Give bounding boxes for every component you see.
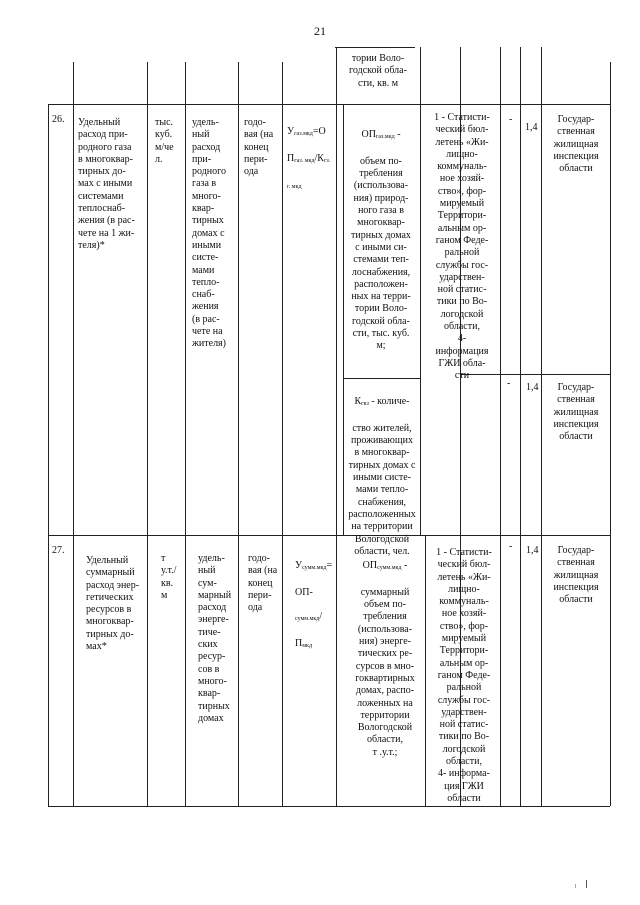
row-27-formula: Усумм.мкд= ОП- сумм.мкд/ Пмкд [295, 560, 333, 650]
row-26-value-1: 1,4 [525, 122, 538, 133]
col-border-4 [238, 62, 239, 806]
col-border-5 [282, 62, 283, 806]
col-border-8 [420, 47, 421, 535]
row-26-number: 26. [52, 114, 65, 125]
row-26-organization-2: Государ- ственная жилищная инспекция области [553, 382, 599, 443]
header-area-fragment: тории Воло- годской обла- сти, кв. м [349, 53, 407, 89]
scan-mark [575, 884, 576, 888]
row-26-top-border [48, 104, 610, 105]
row-27-period: годо- вая (на конец пери- ода [248, 553, 278, 614]
col-border-3 [185, 62, 186, 806]
col-border-2 [147, 62, 148, 806]
col-border-13 [610, 62, 611, 806]
row-26-indicator-name: Удельный расход при- родного газа в многоквар- тирных до- мах с иными системами теплоснаб- жения (в рас- чете на 1 жи- теля)* [78, 117, 135, 251]
row-27-number: 27. [52, 545, 65, 556]
row-27-value-1: 1,4 [526, 545, 539, 556]
row-26-definition-gas: ОПгаз.мкд - объем по- требления (использова- ния) природ- ного газа в многоквар- тирных домах с иными си- стемами теп- лоснабжения, расположен- ных на терри- тории Воло- годской обла- сти, тыс. куб. м; [351, 129, 411, 352]
col-border-11 [520, 47, 521, 806]
row-26-value-2: 1,4 [526, 382, 539, 393]
row-26-unit: тыс. куб. м/че л. [155, 117, 174, 165]
row-27-top-border [48, 535, 610, 536]
col-border-0 [48, 104, 49, 806]
scan-mark [586, 880, 587, 888]
row-27-definition-energy: ОПсумм.мкд - суммарный объем по- требления (использова- ния) энерге- тических ре- сурсов в мно- гоквартирных домах, распо- ложенных на территории Вологодской области, т .у.т.; [355, 560, 415, 758]
row-26-organization-1: Государ- ственная жилищная инспекция области [553, 114, 599, 175]
row-26-method: удель- ный расход при- родного газа в много- квар- тирных домах с иными систе- мами тепло- снаб- жения (в рас- чете на жителя) [192, 117, 227, 350]
row-26-sub-border [343, 378, 420, 379]
col-border-7-lower [425, 535, 426, 806]
row-27-indicator-name: Удельный суммарный расход энер- гетических ресурсов в многоквар- тирных до- мах* [86, 555, 140, 653]
row-27-dash-1: - [509, 541, 513, 552]
row-26-period: годо- вая (на конец пери- ода [244, 117, 274, 178]
row-27-organization-1: Государ- ственная жилищная инспекция области [553, 545, 599, 606]
table-top-border [335, 47, 415, 48]
row-27-method: удель- ный сум- марный расход энерге- тиче- ских ресур- сов в много- квар- тирных домах [198, 553, 232, 724]
row-27-unit: т у.т./ кв. м [161, 553, 177, 601]
row-26-formula: Угаз.мкд=О Пгаз. мкд/Кгз. г. мкд [287, 126, 331, 191]
table-bottom-border [48, 806, 610, 807]
row-26-dash-2: - [507, 378, 511, 389]
row-26-source: 1 - Статисти- ческий бюл- летень «Жи- лищно- коммуналь- ное хозяй- ство», фор- мируемый Территори- альным ор- ганом Феде- ральной службы гос- ударствен- ной статис- тики по Во- логодской области, 4- информация ГЖИ обла- сти [434, 112, 490, 382]
page-number: 21 [314, 24, 326, 38]
col-border-1 [73, 62, 74, 806]
row-26-definition-residents: Кгкз - количе- ство жителей, проживающих в многоквар- тирных домах с иными систе- мами тепло- снабжения, расположенных на территории Вологодской области, чел. [348, 396, 416, 557]
row-26-dash-1: - [509, 114, 513, 125]
row-27-source: 1 - Статисти- ческий бюл- летень «Жи- лищно- коммуналь- ное хозяй- ство», фор- мируемый Территори- альным ор- ганом Феде- ральной службы гос- ударствен- ной статис- тики по Во- логодской области, 4- информа- ция ГЖИ области [436, 547, 492, 804]
col-border-12 [541, 47, 542, 806]
